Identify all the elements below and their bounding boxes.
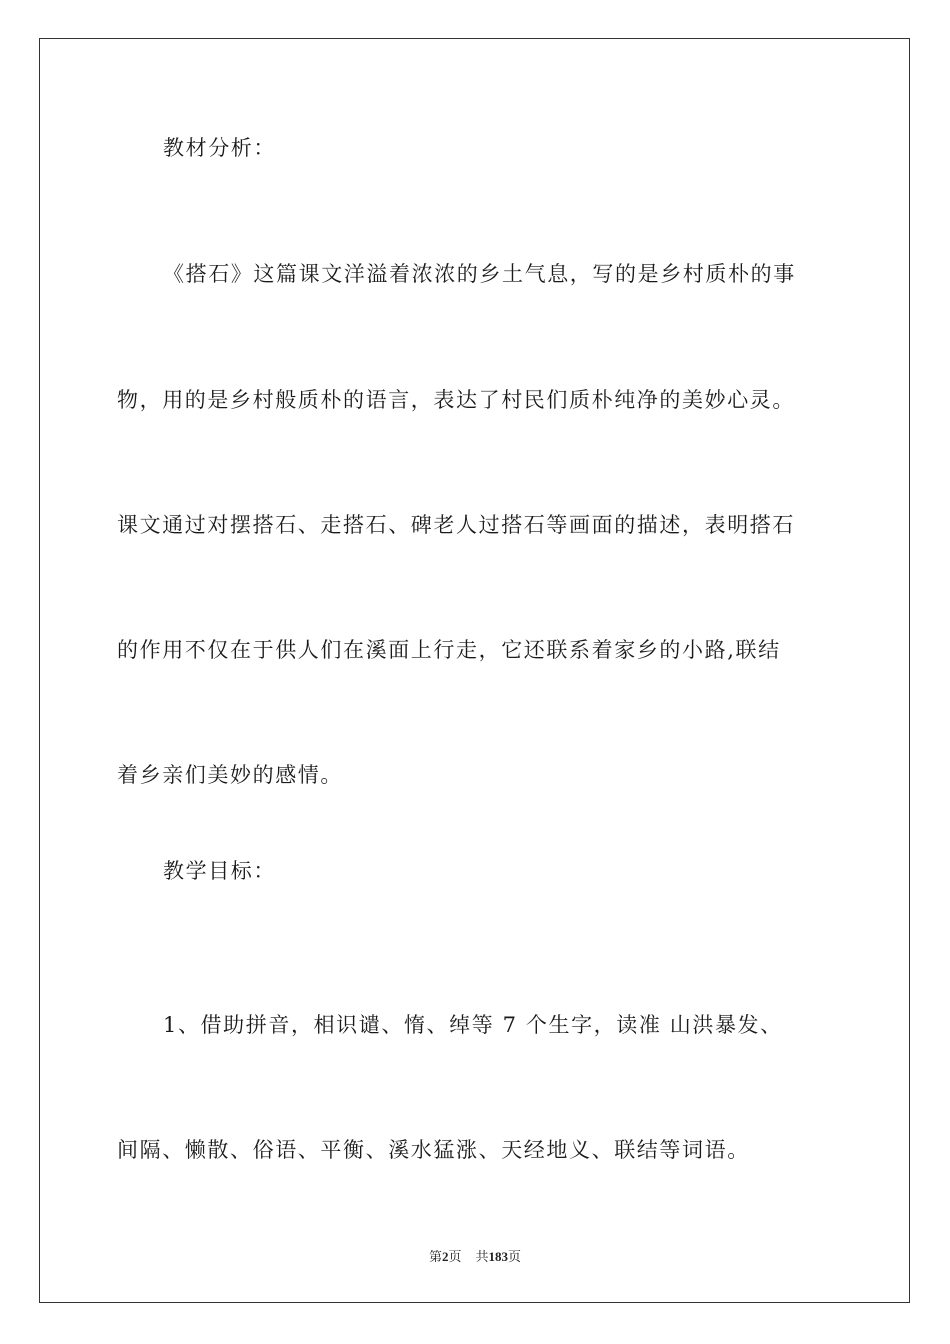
paragraph-line: 间隔、懒散、俗语、平衡、溪水猛涨、天经地义、联结等词语。 <box>117 1138 750 1162</box>
paragraph-line: 着乡亲们美妙的感情。 <box>117 763 343 787</box>
footer-page-prefix: 第 <box>428 1250 442 1265</box>
page-border <box>39 38 910 1303</box>
footer-page-suffix: 页 <box>448 1250 462 1265</box>
paragraph-line: 的作用不仅在于供人们在溪面上行走，它还联系着家乡的小路,联结 <box>117 638 781 662</box>
paragraph-line: 课文通过对摆搭石、走搭石、碑老人过搭石等画面的描述，表明搭石 <box>117 513 795 537</box>
page-footer <box>0 1248 950 1267</box>
footer-total-prefix: 共 <box>475 1250 489 1265</box>
paragraph-line: 《搭石》这篇课文洋溢着浓浓的乡土气息，写的是乡村质朴的事 <box>163 262 796 286</box>
paragraph-line: 物，用的是乡村般质朴的语言，表达了村民们质朴纯净的美妙心灵。 <box>117 388 795 412</box>
heading-textbook-analysis: 教材分析： <box>163 136 276 160</box>
paragraph-line: 1、借助拼音，相识谴、惰、绰等 7 个生字，读准 山洪暴发、 <box>163 1013 783 1037</box>
footer-total-pages: 183 <box>488 1249 509 1264</box>
heading-teaching-goals: 教学目标： <box>163 859 276 883</box>
footer-total-suffix: 页 <box>508 1250 522 1265</box>
footer-page-number: 2 <box>441 1249 449 1264</box>
